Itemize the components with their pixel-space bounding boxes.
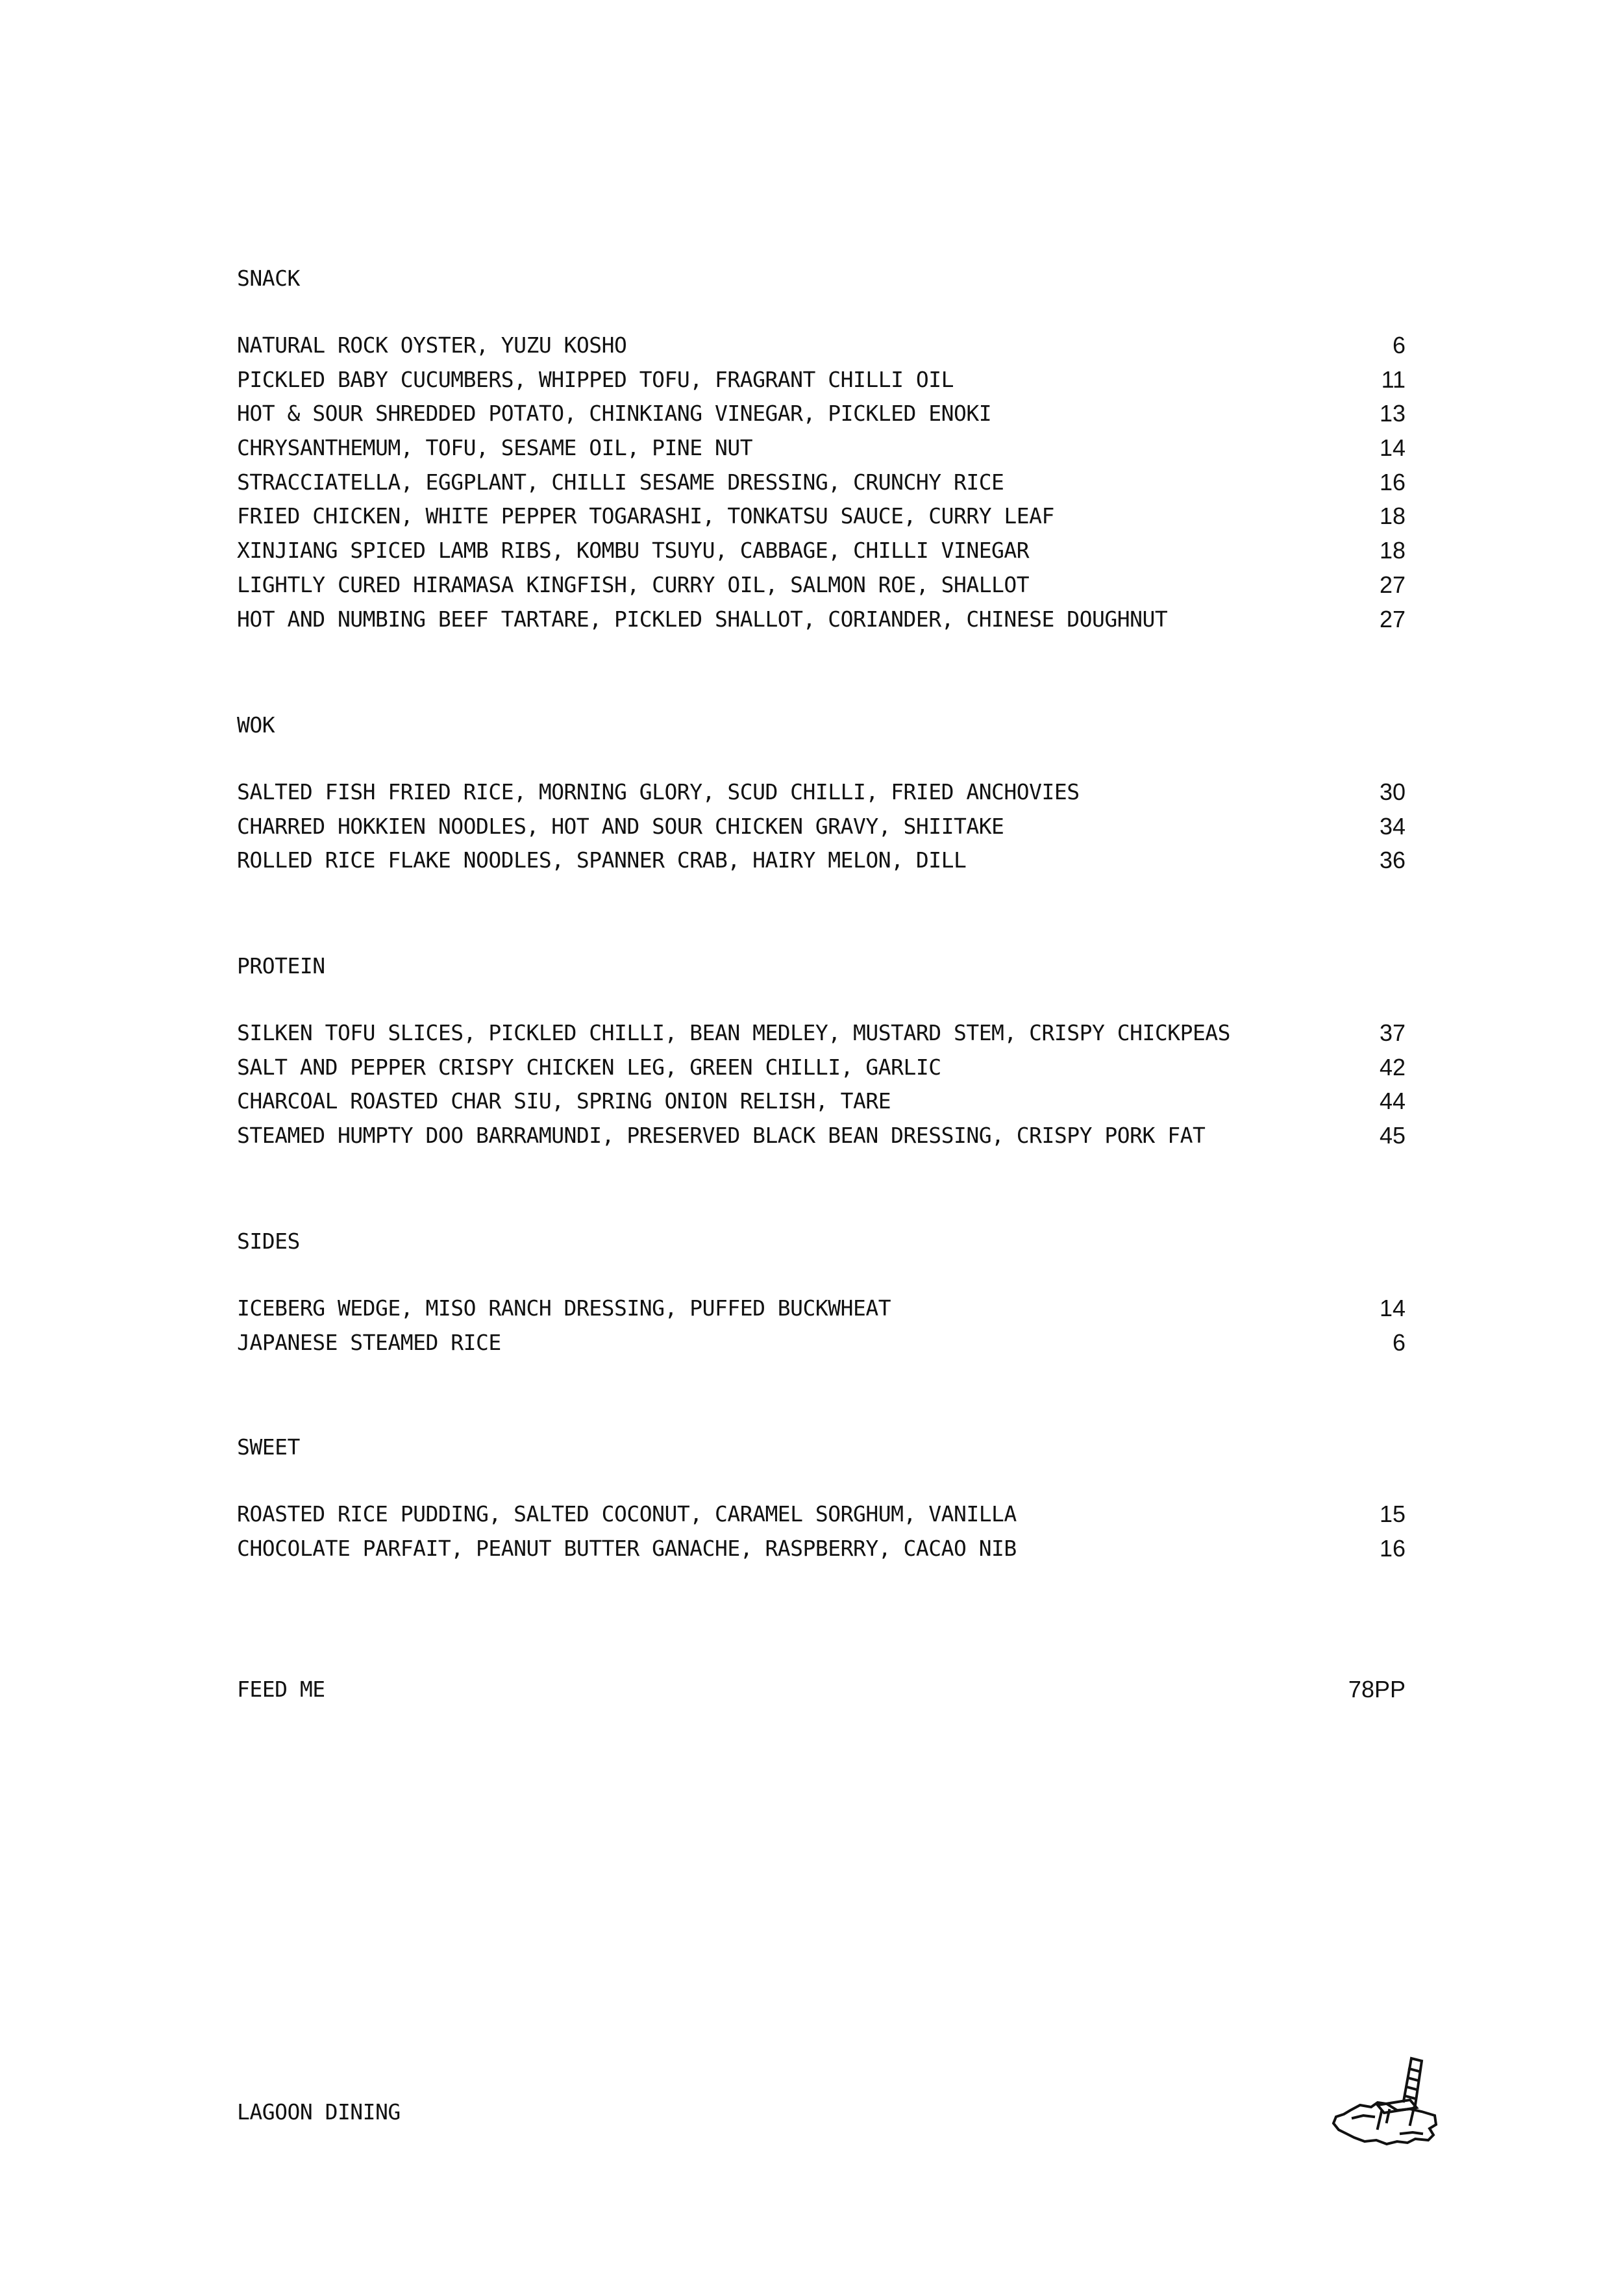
item-price: 44	[1379, 1088, 1406, 1115]
menu-item	[237, 1123, 1406, 1157]
item-name: HOT & SOUR SHREDDED POTATO, CHINKIANG VINEGAR, PICKLED ENOKI	[237, 401, 992, 427]
menu-item	[237, 401, 1406, 435]
item-name: XINJIANG SPICED LAMB RIBS, KOMBU TSUYU, CABBAGE, CHILLI VINEGAR	[237, 538, 1030, 564]
menu-item	[237, 1536, 1406, 1570]
item-name: SILKEN TOFU SLICES, PICKLED CHILLI, BEAN MEDLEY, MUSTARD STEM, CRISPY CHICKPEAS	[237, 1020, 1231, 1045]
feed-me-row	[237, 1677, 1406, 1703]
item-price: 36	[1379, 847, 1406, 874]
item-price: 27	[1379, 605, 1406, 632]
section-title: SNACK	[237, 266, 300, 291]
item-price: 37	[1379, 1019, 1406, 1046]
menu-item	[237, 847, 1406, 882]
item-name: FRIED CHICKEN, WHITE PEPPER TOGARASHI, TONKATSU SAUCE, CURRY LEAF	[237, 503, 1054, 529]
item-price: 18	[1379, 537, 1406, 564]
menu-item	[237, 572, 1406, 606]
item-name: ROASTED RICE PUDDING, SALTED COCONUT, CARAMEL SORGHUM, VANILLA	[237, 1501, 1017, 1527]
item-price: 11	[1381, 366, 1406, 393]
item-name: LIGHTLY CURED HIRAMASA KINGFISH, CURRY OIL, SALMON ROE, SHALLOT	[237, 571, 1030, 597]
item-price: 34	[1379, 812, 1406, 840]
item-price: 45	[1379, 1122, 1406, 1149]
menu-item	[237, 1501, 1406, 1536]
item-price: 30	[1379, 779, 1406, 805]
item-name: ICEBERG WEDGE, MISO RANCH DRESSING, PUFFED BUCKWHEAT	[237, 1295, 891, 1321]
item-name: STRACCIATELLA, EGGPLANT, CHILLI SESAME DRESSING, CRUNCHY RICE	[237, 469, 1004, 495]
item-price: 42	[1379, 1053, 1406, 1080]
item-price: 13	[1379, 400, 1406, 427]
item-name: STEAMED HUMPTY DOO BARRAMUNDI, PRESERVED BLACK BEAN DRESSING, CRISPY PORK FAT	[237, 1123, 1206, 1149]
menu-item	[237, 1054, 1406, 1089]
item-name: CHARRED HOKKIEN NOODLES, HOT AND SOUR CHICKEN GRAVY, SHIITAKE	[237, 813, 1004, 839]
item-price: 14	[1379, 434, 1406, 462]
item-price: 18	[1379, 503, 1406, 530]
item-price: 14	[1379, 1295, 1406, 1321]
section-title: SIDES	[237, 1229, 300, 1254]
menu-item	[237, 538, 1406, 572]
menu-items	[237, 1020, 1406, 1157]
item-name: JAPANESE STEAMED RICE	[237, 1329, 501, 1355]
menu-items	[237, 1501, 1406, 1569]
menu-item	[237, 435, 1406, 469]
chair-in-puddle-icon	[1324, 2045, 1448, 2162]
item-name: HOT AND NUMBING BEEF TARTARE, PICKLED SHALLOT, CORIANDER, CHINESE DOUGHNUT	[237, 606, 1168, 632]
menu-item	[237, 1088, 1406, 1123]
menu-item	[237, 469, 1406, 504]
menu-item	[237, 503, 1406, 538]
item-name: CHRYSANTHEMUM, TOFU, SESAME OIL, PINE NUT	[237, 435, 753, 461]
item-price: 6	[1392, 332, 1406, 358]
menu-items	[237, 332, 1406, 640]
item-price: 16	[1379, 468, 1406, 495]
menu-item	[237, 1020, 1406, 1054]
menu-item	[237, 332, 1406, 367]
menu-item	[237, 606, 1406, 641]
item-name: ROLLED RICE FLAKE NOODLES, SPANNER CRAB, HAIRY MELON, DILL	[237, 847, 967, 873]
feed-me-price: 78PP	[1348, 1676, 1406, 1703]
menu-item	[237, 814, 1406, 848]
menu-item	[237, 1295, 1406, 1330]
menu-items	[237, 1295, 1406, 1364]
item-price: 16	[1379, 1534, 1406, 1562]
item-price: 15	[1379, 1501, 1406, 1527]
item-name: SALTED FISH FRIED RICE, MORNING GLORY, SCUD CHILLI, FRIED ANCHOVIES	[237, 779, 1080, 805]
menu-item	[237, 779, 1406, 814]
item-name: NATURAL ROCK OYSTER, YUZU KOSHO	[237, 332, 627, 358]
item-name: PICKLED BABY CUCUMBERS, WHIPPED TOFU, FRAGRANT CHILLI OIL	[237, 366, 954, 392]
feed-me-label: FEED ME	[237, 1677, 325, 1702]
section-title: SWEET	[237, 1434, 300, 1460]
menu-item	[237, 1330, 1406, 1364]
section-title: PROTEIN	[237, 953, 325, 979]
item-price: 27	[1379, 571, 1406, 598]
menu-items	[237, 779, 1406, 882]
restaurant-name: LAGOON DINING	[237, 2099, 401, 2125]
section-title: WOK	[237, 712, 275, 738]
item-name: CHARCOAL ROASTED CHAR SIU, SPRING ONION RELISH, TARE	[237, 1088, 891, 1114]
item-name: SALT AND PEPPER CRISPY CHICKEN LEG, GREEN CHILLI, GARLIC	[237, 1054, 941, 1080]
menu-item	[237, 367, 1406, 401]
item-name: CHOCOLATE PARFAIT, PEANUT BUTTER GANACHE, RASPBERRY, CACAO NIB	[237, 1535, 1017, 1561]
item-price: 6	[1392, 1329, 1406, 1356]
